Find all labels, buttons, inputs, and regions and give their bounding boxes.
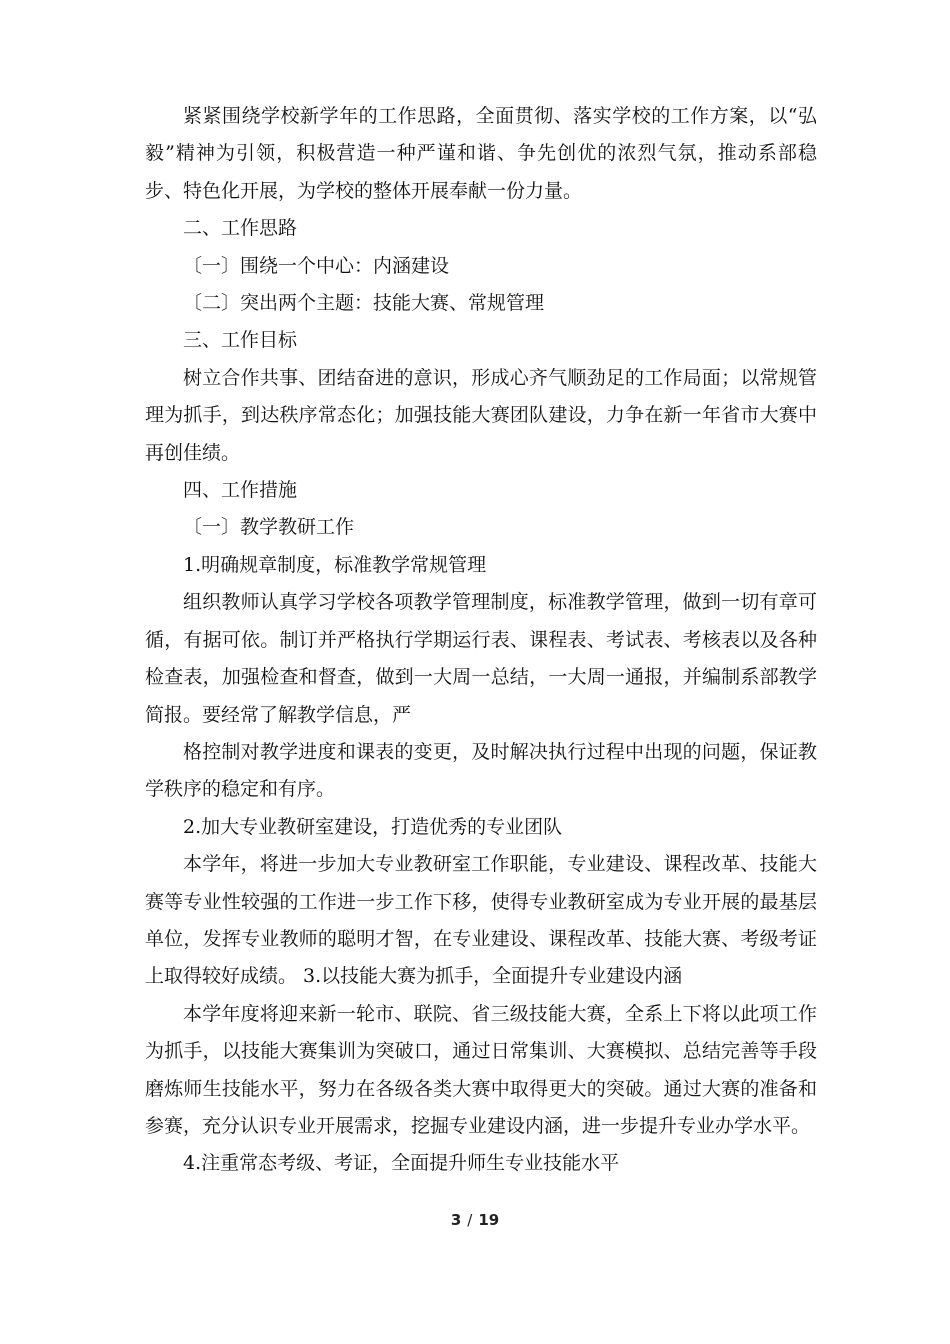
subheading-one-center: 〔一〕围绕一个中心：内涵建设 (183, 254, 450, 277)
item-heading-4: 4.注重常态考级、考证，全面提升师生专业技能水平 (183, 1152, 620, 1175)
paragraph-goals: 树立合作共事、团结奋进的意识，形成心齐气顺劲足的工作局面；以常规管理为抓手，到达秩序常态化；加强技能大赛团队建设，力争在新一年省市大赛中再创佳绩。 (145, 366, 817, 464)
paragraph-item-1: 组织教师认真学习学校各项教学管理制度，标准教学管理，做到一切有章可循，有据可依。制订并严格执行学期运行表、课程表、考试表、考核表以及各种检查表，加强检查和督查，做到一大周一总结，一大周一通报，并编制系部教学简报。要经常了解教学信息，严 (145, 591, 817, 726)
document-body (145, 98, 817, 1183)
total-page-count: 19 (478, 1211, 500, 1229)
paragraph-item-1-continued: 格控制对教学进度和课表的变更，及时解决执行过程中出现的问题，保证教学秩序的稳定和有序。 (145, 740, 817, 801)
subheading-two-themes: 〔二〕突出两个主题：技能大赛、常规管理 (183, 292, 545, 315)
paragraph-intro: 紧紧围绕学校新学年的工作思路，全面贯彻、落实学校的工作方案，以“弘毅”精神为引领，积极营造一种严谨和谐、争先创优的浓烈气氛，推动系部稳步、特色化开展，为学校的整体开展奉献一份力量。 (145, 105, 817, 202)
section-heading-work-measures: 四、工作措施 (183, 479, 298, 502)
item-heading-2: 2.加大专业教研室建设，打造优秀的专业团队 (183, 815, 563, 838)
section-heading-work-goals: 三、工作目标 (183, 329, 298, 352)
paragraph-item-2: 本学年，将进一步加大专业教研室工作职能，专业建设、课程改革、技能大赛等专业性较强的工作进一步工作下移，使得专业教研室成为专业开展的最基层单位，发挥专业教师的聪明才智，在专业建设、课程改革、技能大赛、考级考证上取得较好成绩。 3.以技能大赛为抓手，全面提升专业建设内涵 (145, 853, 817, 988)
subheading-teaching-research: 〔一〕教学教研工作 (183, 516, 355, 539)
page-number (0, 1211, 950, 1229)
item-heading-1: 1.明确规章制度，标准教学常规管理 (183, 553, 487, 576)
paragraph-item-3: 本学年度将迎来新一轮市、联院、省三级技能大赛，全系上下将以此项工作为抓手，以技能大赛集训为突破口，通过日常集训、大赛模拟、总结完善等手段磨炼师生技能水平，努力在各级各类大赛中取得更大的突破。通过大赛的准备和参赛，充分认识专业开展需求，挖掘专业建设内涵，进一步提升专业办学水平。 (145, 1002, 817, 1137)
page-separator: / (467, 1211, 473, 1229)
section-heading-work-ideas: 二、工作思路 (183, 217, 298, 240)
current-page-number: 3 (450, 1211, 462, 1229)
